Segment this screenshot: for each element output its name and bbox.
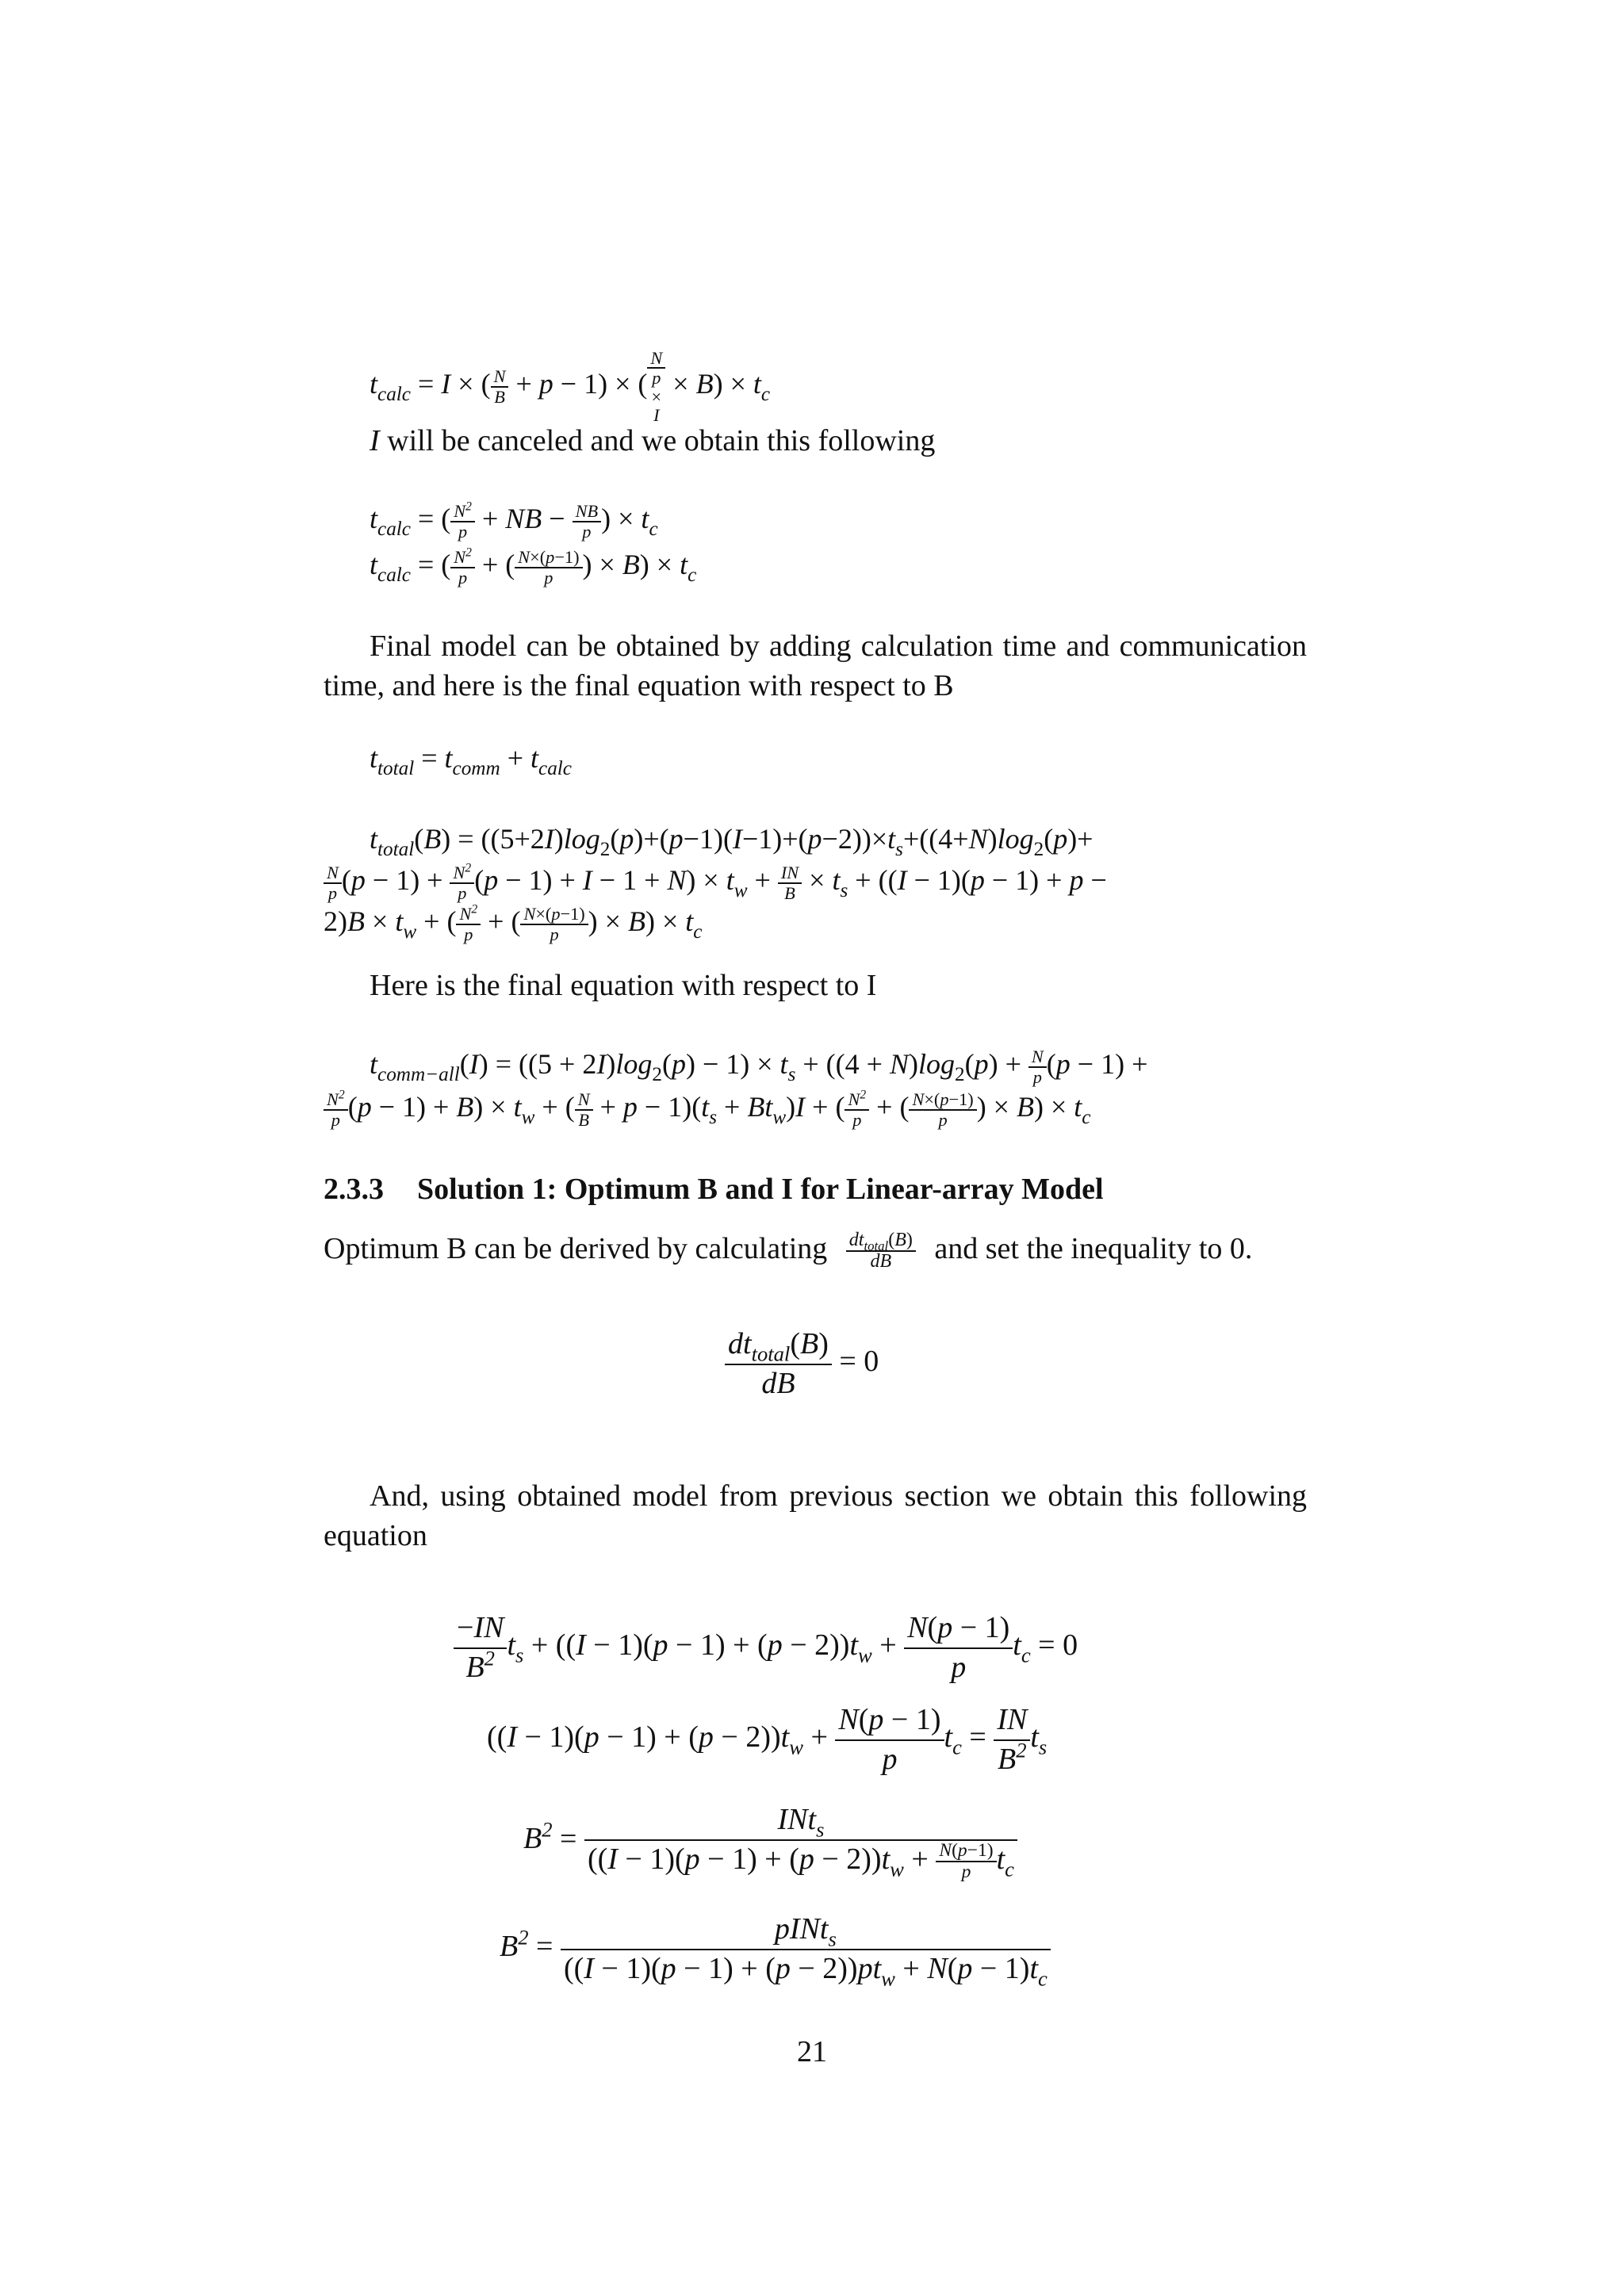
equation-tcalc-3: $t_{calc}$ = ( $\frac{N^2}{p}$ + ( $\frac{N\times(p-1)}{p}$ ) × $B) \times t_c$	[370, 545, 697, 587]
equation-derivation-4: $B^2$ = pINt$_s$ $((I - 1)(p - 1) + (p - 2))pt_w + N(p - 1)t_c$	[500, 1911, 1051, 1988]
equation-derivation-2: $((I - 1)(p - 1) + (p - 2))t_w$ + $\frac{N(p - 1)}{p}$ $t_c$ = $\frac{IN}{B^2}$ $t_s$	[487, 1703, 1048, 1776]
paragraph-optimum-b: Optimum B can be derived by calculating $dt_{total}(B)$ dB and set the inequality to 0.	[324, 1230, 1253, 1272]
equation-tcalc-1: $t_{calc} = I$ × ( $\frac{N}{B}$ + p − 1) × ( N p × I × $B) \times t_c$	[370, 348, 771, 426]
equation-tcommall-line2: $\frac{N^2}{p}$ $(p - 1) + B) \times t_w$ + ( $\frac{N}{B}$ + $p - 1)(t_s + Bt_w)I$ + ( $\frac{N^2}{p}$ + ( $\frac{N\times(p-1)}{p}$ ) × $B) \times t_c$	[324, 1088, 1090, 1129]
equation-tcalc-2: $t_{calc}$ = ( $\frac{N^2}{p}$ + NB − $\frac{NB}{p}$ ) × $t_c$	[370, 499, 658, 541]
section-number: 2.3.3	[324, 1173, 384, 1206]
equation-ttotal-b-line1: $t_{total}(B) = ((5+2I)\log_2(p)+(p-1)(I-1)+(p-2))\times t_s+((4+N)\log_2(p)+$	[370, 823, 1094, 860]
section-title: Solution 1: Optimum B and I for Linear-array Model	[417, 1173, 1104, 1206]
paragraph-final-I: Here is the final equation with respect to I	[370, 969, 877, 1002]
paragraph-final-model: Final model can be obtained by adding calculation time and communication time, and here is the final equation with respect to B	[324, 629, 1307, 702]
equation-derivative-zero: $dt_{total}(B)$ dB = 0	[725, 1326, 879, 1402]
equation-ttotal-b-line2: $\frac{N}{p}$ (p − 1) + $\frac{N^2}{p}$ $(p - 1) + I - 1 + N) \times t_w$ + $\frac{IN}{B}$ × $t_s + ((I - 1)(p - 1) + p$ −	[324, 861, 1107, 902]
cancel-line-text: will be canceled and we obtain this following	[387, 424, 936, 457]
page-number: 21	[797, 2035, 827, 2068]
equation-derivation-3: $B^2$ = INt$_s$ $((I - 1)(p - 1) + (p - 2))t_w$ + $\frac{N(p-1)}{p}$ $t_c$	[523, 1801, 1017, 1882]
cancel-line: I will be canceled and we obtain this following	[370, 424, 936, 457]
equation-ttotal-b-line3: $2)B \times t_w$ + ( $\frac{N^2}{p}$ + ( $\frac{N\times(p-1)}{p}$ ) × $B) \times t_c$	[324, 902, 703, 944]
equation-ttotal: $t_{total} = t_{comm} + t_{calc}$	[370, 742, 572, 779]
paragraph-optimum-b-start: Optimum B can be derived by calculating	[324, 1232, 828, 1265]
equation-tcommall-line1: $t_{comm-all}(I) = ((5 + 2I)\log_2(p) - 1) \times t_s + ((4 + N)\log_2(p)$ + $\frac{N}{p}$ (p − 1) +	[370, 1047, 1148, 1087]
section-heading	[324, 1172, 1104, 1207]
equation-derivation-1: $\frac{-IN}{B^2}$ $t_s + ((I - 1)(p - 1) + (p - 2))t_w$ + $\frac{N(p - 1)}{p}$ $t_c = 0$	[454, 1609, 1078, 1686]
paragraph-using-model: And, using obtained model from previous section we obtain this following equation	[324, 1479, 1307, 1552]
paragraph-optimum-b-end: and set the inequality to 0.	[934, 1232, 1253, 1265]
